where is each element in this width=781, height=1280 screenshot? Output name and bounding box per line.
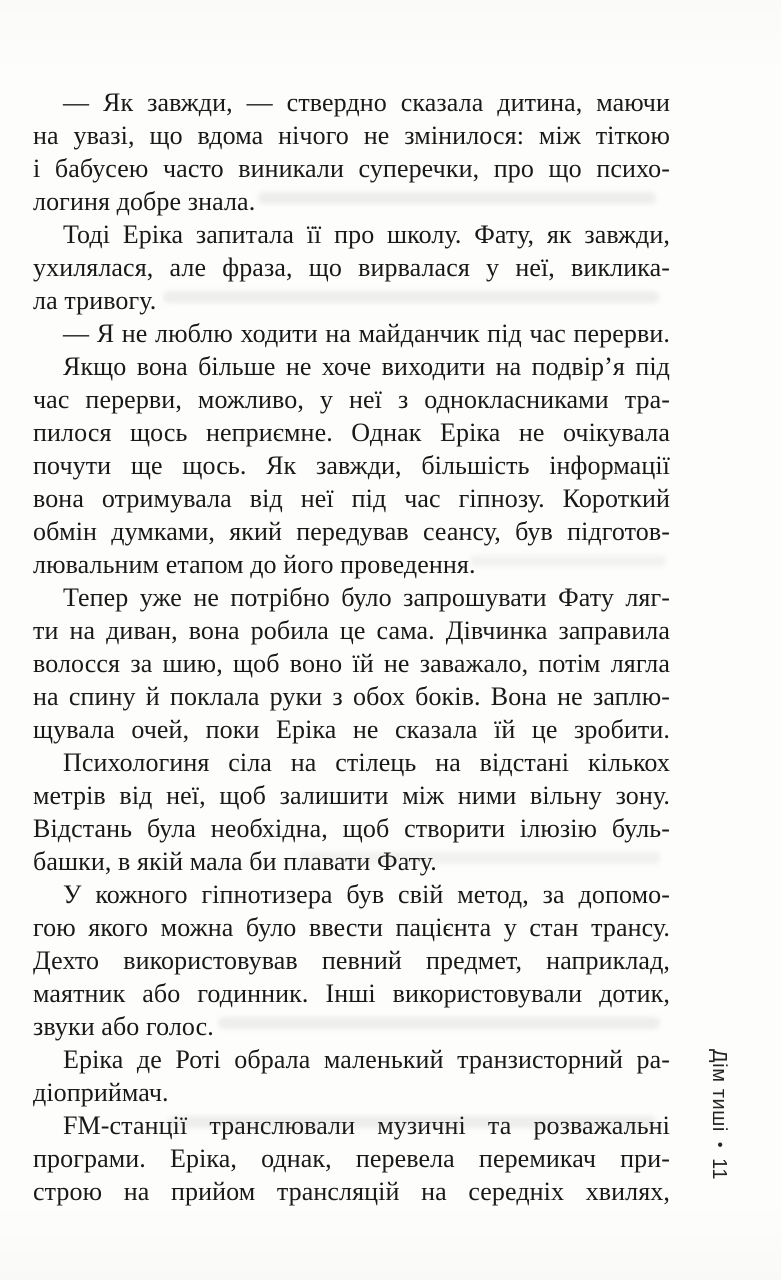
- paragraph: [33, 317, 670, 350]
- text-line: Психологиня сіла на стілець на відстані кількох: [63, 748, 670, 777]
- running-title-page-number: 11: [708, 1158, 730, 1181]
- text-line: строю на прийом трансляцій на середніх хвилях,: [33, 1177, 670, 1206]
- paragraph: [33, 218, 670, 317]
- text-line: і бабусею часто виникали суперечки, про що психо-: [33, 154, 670, 183]
- text-line: звуки або голос.: [33, 1012, 214, 1041]
- text-line: на увазі, що вдома нічого не змінилося: між тіткою: [33, 121, 670, 150]
- bullet-separator-icon: •: [711, 1141, 728, 1149]
- text-line: ухилялася, але фраза, що вирвалася у неї, виклика-: [33, 253, 670, 282]
- text-line: волосся за шию, щоб воно їй не заважало, потім лягла: [33, 649, 670, 678]
- text-line: діоприймач.: [33, 1078, 169, 1107]
- text-line: ла тривогу.: [33, 286, 157, 315]
- paragraph: [33, 581, 670, 746]
- text-line: Якщо вона більше не хоче виходити на подвір’я під: [63, 352, 670, 381]
- text-line: пилося щось неприємне. Однак Еріка не очікувала: [33, 418, 670, 447]
- paragraph: [33, 1043, 670, 1109]
- text-line: ти на диван, вона робила це сама. Дівчинка заправила: [33, 616, 670, 645]
- running-title-book: Дім тиші: [708, 1049, 730, 1132]
- paragraph: [33, 350, 670, 581]
- text-line: на спину й поклала руки з обох боків. Вона не заплю-: [33, 682, 670, 711]
- text-line: метрів від неї, щоб залишити між ними вільну зону.: [33, 781, 670, 810]
- paragraph: [33, 746, 670, 878]
- text-line: — Як завжди, — ствердно сказала дитина, маючи: [63, 88, 670, 117]
- paragraph: [33, 878, 670, 1043]
- text-line: логиня добре знала.: [33, 187, 256, 216]
- paragraph: [33, 1109, 670, 1208]
- text-line: FM-станції транслювали музичні та розважальні: [63, 1111, 670, 1140]
- text-line: обмін думками, який передував сеансу, був підготов-: [33, 517, 670, 546]
- text-line: — Я не люблю ходити на майданчик під час перерви.: [63, 319, 670, 348]
- text-line: Еріка де Роті обрала маленький транзисторний ра-: [63, 1045, 670, 1074]
- text-line: башки, в якій мала би плавати Фату.: [33, 847, 437, 876]
- paragraph: [33, 86, 670, 218]
- text-line: У кожного гіпнотизера був свій метод, за допомо-: [63, 880, 670, 909]
- page-body: [33, 86, 670, 1208]
- text-line: час перерви, можливо, у неї з однокласниками тра-: [33, 385, 670, 414]
- text-line: почути ще щось. Як завжди, більшість інформації: [33, 451, 670, 480]
- running-title: [707, 1049, 731, 1180]
- text-line: програми. Еріка, однак, перевела перемикач при-: [33, 1144, 670, 1173]
- text-line: вона отримувала від неї під час гіпнозу. Короткий: [33, 484, 670, 513]
- text-line: щувала очей, поки Еріка не сказала їй це зробити.: [33, 715, 670, 744]
- text-line: Тоді Еріка запитала її про школу. Фату, як завжди,: [63, 220, 670, 249]
- text-line: Дехто використовував певний предмет, наприклад,: [33, 946, 670, 975]
- text-line: Відстань була необхідна, щоб створити ілюзію буль-: [33, 814, 670, 843]
- text-line: маятник або годинник. Інші використовували дотик,: [33, 979, 670, 1008]
- text-line: Тепер уже не потрібно було запрошувати Фату ляг-: [63, 583, 670, 612]
- text-line: гою якого можна було ввести пацієнта у стан трансу.: [33, 913, 670, 942]
- text-line: лювальним етапом до його проведення.: [33, 550, 476, 579]
